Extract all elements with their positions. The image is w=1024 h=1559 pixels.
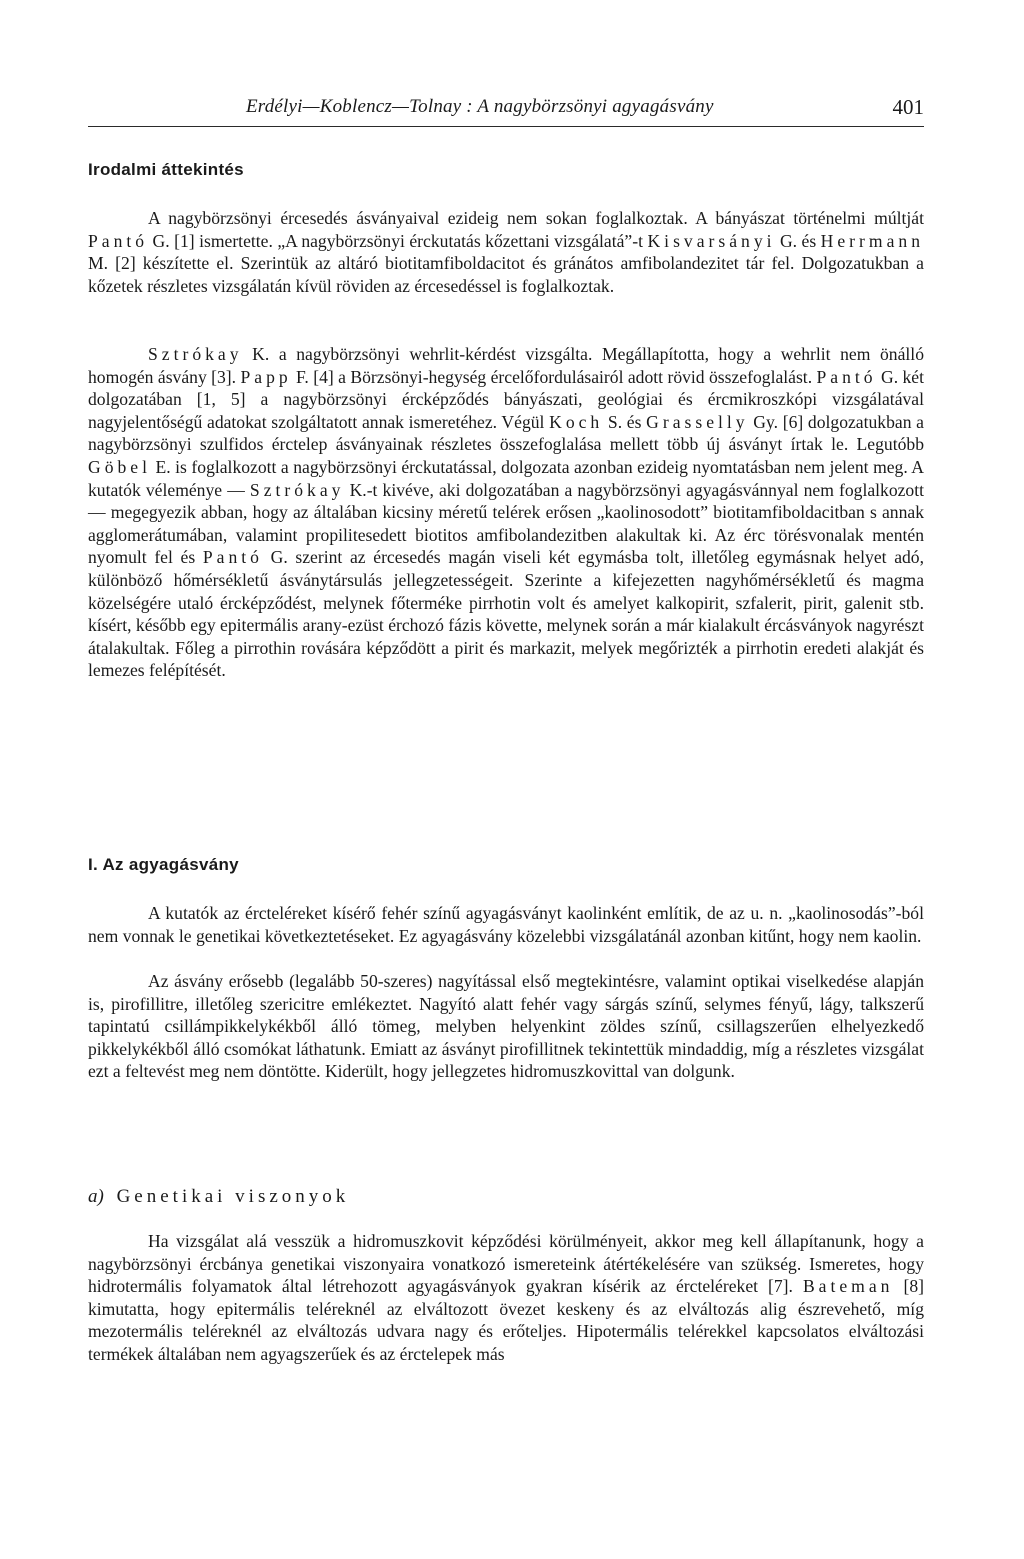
- text-run: G. [1] ismertette. „A nagybörzsönyi érckutatás kőzettani vizsgálatá”-t: [148, 230, 648, 251]
- text-run: M. [2] készítette el. Szerintük az altáró biotitamfiboldacitot és gránátos amfibolandezitet tár fel. Dolgozatukban a kőzetek részletes vizsgálatán kívül röviden az ércesedéssel is foglalkoztak.: [88, 253, 924, 296]
- author-name: Pantó: [88, 230, 149, 251]
- text-run: K.-t kivéve, aki dolgozatában a nagybörzsönyi agyagásvánnyal nem foglalkozott — megegyezik abban, hogy az általában kicsiny méretű telérek erősen „kaolinosodott” biotitamfiboldacitban s annak agglomerátumában, valamint propilitesedett biotitos amfibolandezitben alakultak ki. Az érc törésvonalak mentén nyomult fel és: [88, 479, 925, 568]
- paragraph-clay-1: A kutatók az ércteléreket kísérő fehér színű agyagásványt kaolinként említik, de az u. n. „kaolinosodás”-ból nem vonnak le genetikai következtetéseket. Ez agyagásvány közelebbi vizsgálatánál azonban kitűnt, hogy nem kaolin.: [88, 903, 924, 946]
- author-name: Herrmann: [820, 230, 924, 251]
- text-run: F. [4] a Börzsönyi-hegység ércelőfordulásairól adott rövid összefoglalást.: [291, 366, 817, 387]
- paragraph-clay-2: Az ásvány erősebb (legalább 50-szeres) nagyítással első megtekintésre, valamint optikai viselkedése alapján is, pirofillitre, illetőleg szericitre emlékeztet. Nagyító alatt fehér vagy sárgás színű, selymes fényű, lágy, talkszerű tapintatú csillámpikkelykékből álló tömeg, melyben helyenkint zöldes színű, csillagszerűen elhelyezkedő pikkelykékből álló csomókat láthatunk. Emiatt az ásványt pirofillitnek tekintettük mindaddig, míg a részletes vizsgálat ezt a feltevést meg nem döntötte. Kiderült, hogy jellegzetes hidromuszkovittal van dolgunk.: [88, 971, 924, 1082]
- author-name: Pantó: [202, 547, 263, 568]
- paragraph-literature-2: [88, 343, 924, 682]
- page-number: 401: [892, 95, 924, 119]
- text-run: E. is foglalkozott a nagybörzsönyi érckutatással, dolgozata azonban ezideig nyomtatásban nem jelent meg. A kutatók véleménye —: [88, 456, 924, 500]
- section-heading-literature: Irodalmi áttekintés: [88, 160, 244, 179]
- section-heading-clay-mineral: I. Az agyagásvány: [88, 855, 239, 874]
- text-run: Gy. [6] dolgozatukban a nagybörzsönyi szulfidos érctelep ásványainak részletes összefoglalása mellett több új ásványt írtak le. Legutóbb: [88, 411, 924, 455]
- text-run: A nagybörzsönyi ércesedés ásványaival ezideig nem sokan foglalkoztak. A bányászat történelmi múltját: [148, 208, 924, 228]
- subsection-heading-genetic: [88, 1186, 349, 1208]
- text-run: [8] kimutatta, hogy epitermális teléreknél az elváltozott övezet keskeny és az elváltozás alig észrevehető, míg mezotermális teléreknél az elváltozás udvara nagy és erőteljes. Hipotermális telérekkel kapcsolatos elváltozási termékek általában nem agyagszerűek és az érctelepek más: [88, 1276, 924, 1364]
- running-head: [88, 92, 924, 127]
- text-run: G. és: [775, 230, 821, 251]
- author-name: Pantó: [816, 366, 877, 387]
- subsection-title: Genetikai viszonyok: [116, 1186, 350, 1207]
- text-run: S. és: [603, 411, 647, 432]
- text-run: Ha vizsgálat alá vesszük a hidromuszkovit képződési körülményeit, akkor meg kell állapítanunk, hogy a nagybörzsönyi ércbánya genetikai viszonyaira vonatkozó ismereteink átértékelésére van szükség. Ismeretes, hogy hidrotermális folyamatok által létrehozott agyagásványok gyakran kísérik az ércteléreket [7].: [88, 1231, 924, 1297]
- paragraph-literature-1: [88, 207, 924, 297]
- author-name: Sztrókay: [249, 479, 345, 500]
- running-title: Erdélyi—Koblencz—Tolnay : A nagybörzsönyi agyagásvány: [246, 96, 714, 117]
- author-name: Sztrókay: [148, 344, 243, 364]
- author-name: Kisvarsányi: [647, 230, 776, 251]
- author-name: Koch: [549, 411, 604, 432]
- author-name: Papp: [240, 366, 292, 387]
- text-run: K. a nagybörzsönyi wehrlit-kérdést vizsgálta. Megállapította, hogy a wehrlit nem önálló homogén ásvány [3].: [88, 344, 924, 387]
- text-run: G. szerint az ércesedés magán viseli két egymásba tolt, illetőleg egymásnak helyet adó, különböző hőmérsékletű ásványtársulás jellegzetességeit. Szerinte a kifejezetten nagyhőmérsékletű és magma közelségére utaló ércképződést, melynek főterméke pirrhotin volt és amelyet kalkopirit, szfalerit, pirit, galenit stb. kísért, később egy epitermális arany-ezüst érchozó fázis követte, melynek során a már kialakult ércásványok nagyrészt átalakultak. Főleg a pirrothin rovására képződött a pirit és markazit, melyek megőrizték a pirrhotin eredeti alakját és lemezes felépítését.: [88, 547, 924, 681]
- author-name: Grasselly: [646, 411, 749, 432]
- author-name: Bateman: [802, 1276, 894, 1297]
- text-run: G. két dolgozatában [1, 5] a nagybörzsönyi ércképződés bányászati, geológiai és ércmikroszkópi vizsgálatával nagyjelentőségű adatokat szolgáltatott annak ismeretéhez. Végül: [88, 366, 924, 432]
- author-name: Göbel: [88, 456, 151, 477]
- subsection-label: a): [88, 1186, 104, 1207]
- paragraph-genetic-1: [88, 1230, 924, 1366]
